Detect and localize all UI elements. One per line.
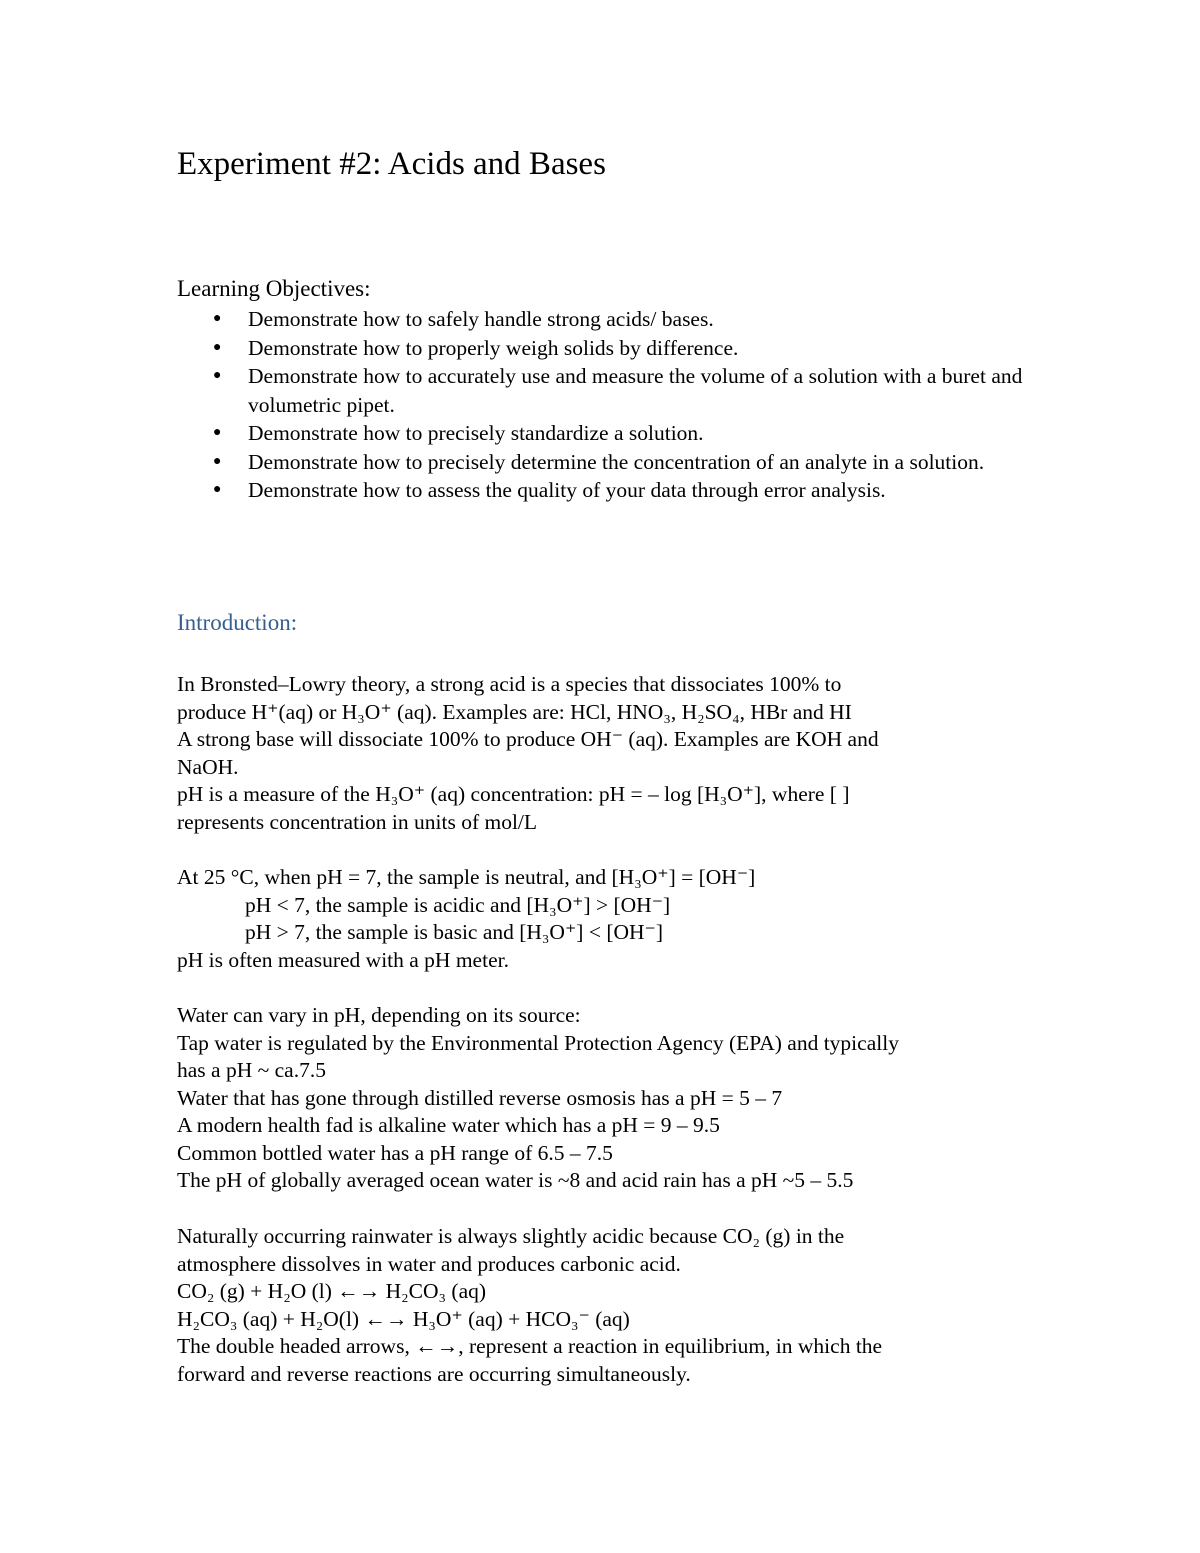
equation-line: CO₂ (g) + H₂O (l) ←→ H₂CO₃ (aq) — [177, 1279, 487, 1303]
text-line: Water can vary in pH, depending on its source: — [177, 1003, 581, 1027]
bullet-icon: ● — [213, 368, 222, 383]
text-line: pH is a measure of the H₃O⁺ (aq) concentration: pH = – log [H₃O⁺], where [ ] — [177, 782, 850, 806]
list-item: ● Demonstrate how to assess the quality of your data through error analysis. — [177, 476, 1037, 505]
bullet-icon: ● — [213, 425, 222, 440]
bullet-icon: ● — [213, 339, 222, 355]
text-line: forward and reverse reactions are occurring simultaneously. — [177, 1361, 691, 1386]
list-item: ● Demonstrate how to accurately use and measure the volume of a solution with a buret and volumetric pipet. — [213, 364, 1023, 417]
bullet-icon: ● — [213, 453, 222, 469]
text-line: Water that has gone through distilled reverse osmosis has a pH = 5 – 7 — [177, 1085, 783, 1110]
list-item: ● Demonstrate how to precisely standardize a solution. — [177, 419, 1037, 448]
document-page — [177, 145, 1037, 1386]
text-line: At 25 °C, when pH = 7, the sample is neutral, and [H₃O⁺] = [OH⁻] — [177, 865, 756, 889]
text-line: produce H⁺(aq) or H₃O⁺ (aq). Examples are: HCl, HNO₃, H₂SO₄, HBr and HI — [177, 699, 852, 724]
list-item: ● Demonstrate how to properly weigh solids by difference. — [177, 334, 1037, 363]
text-line: A modern health fad is alkaline water which has a pH = 9 – 9.5 — [177, 1113, 720, 1137]
text-line: The pH of globally averaged ocean water is ~8 and acid rain has a pH ~5 – 5.5 — [177, 1168, 854, 1192]
list-item: ● Demonstrate how to precisely determine the concentration of an analyte in a solution. — [177, 448, 1037, 477]
text-line: atmosphere dissolves in water and produces carbonic acid. — [177, 1251, 681, 1276]
text-line: NaOH. — [177, 754, 239, 779]
text-line: Common bottled water has a pH range of 6.5 – 7.5 — [177, 1140, 613, 1165]
introduction-heading: Introduction: — [177, 610, 298, 635]
text-line: Naturally occurring rainwater is always slightly acidic because CO₂ (g) in the — [177, 1224, 845, 1248]
equation-line: H₂CO₃ (aq) + H₂O(l) ←→ H₃O⁺ (aq) + HCO₃⁻ (aq) — [177, 1306, 630, 1331]
text-line: Tap water is regulated by the Environmental Protection Agency (EPA) and typically — [177, 1030, 899, 1055]
text-line: pH > 7, the sample is basic and [H₃O⁺] < [OH⁻] — [245, 920, 664, 944]
text-line: pH is often measured with a pH meter. — [177, 947, 509, 972]
list-item: ● Demonstrate how to safely handle strong acids/ bases. — [177, 305, 1037, 334]
text-line: has a pH ~ ca.7.5 — [177, 1058, 326, 1082]
text-line: The double headed arrows, ←→, represent a reaction in equilibrium, in which the — [177, 1334, 883, 1358]
text-line: pH < 7, the sample is acidic and [H₃O⁺] > [OH⁻] — [245, 892, 671, 917]
text-line: A strong base will dissociate 100% to produce OH⁻ (aq). Examples are KOH and — [177, 727, 879, 751]
intro-paragraph — [177, 671, 1037, 836]
text-line: In Bronsted–Lowry theory, a strong acid is a species that dissociates 100% to — [177, 672, 842, 696]
bullet-icon: ● — [213, 311, 222, 326]
water-paragraph — [177, 1002, 1037, 1195]
neutral-paragraph — [177, 864, 1037, 974]
learning-objectives-heading: Learning Objectives: — [177, 276, 371, 301]
document-title: Experiment #2: Acids and Bases — [177, 146, 606, 182]
rainwater-paragraph — [177, 1223, 1037, 1388]
bullet-icon: ● — [213, 482, 222, 497]
learning-objectives-list — [177, 305, 1037, 505]
text-line: represents concentration in units of mol/L — [177, 809, 538, 834]
